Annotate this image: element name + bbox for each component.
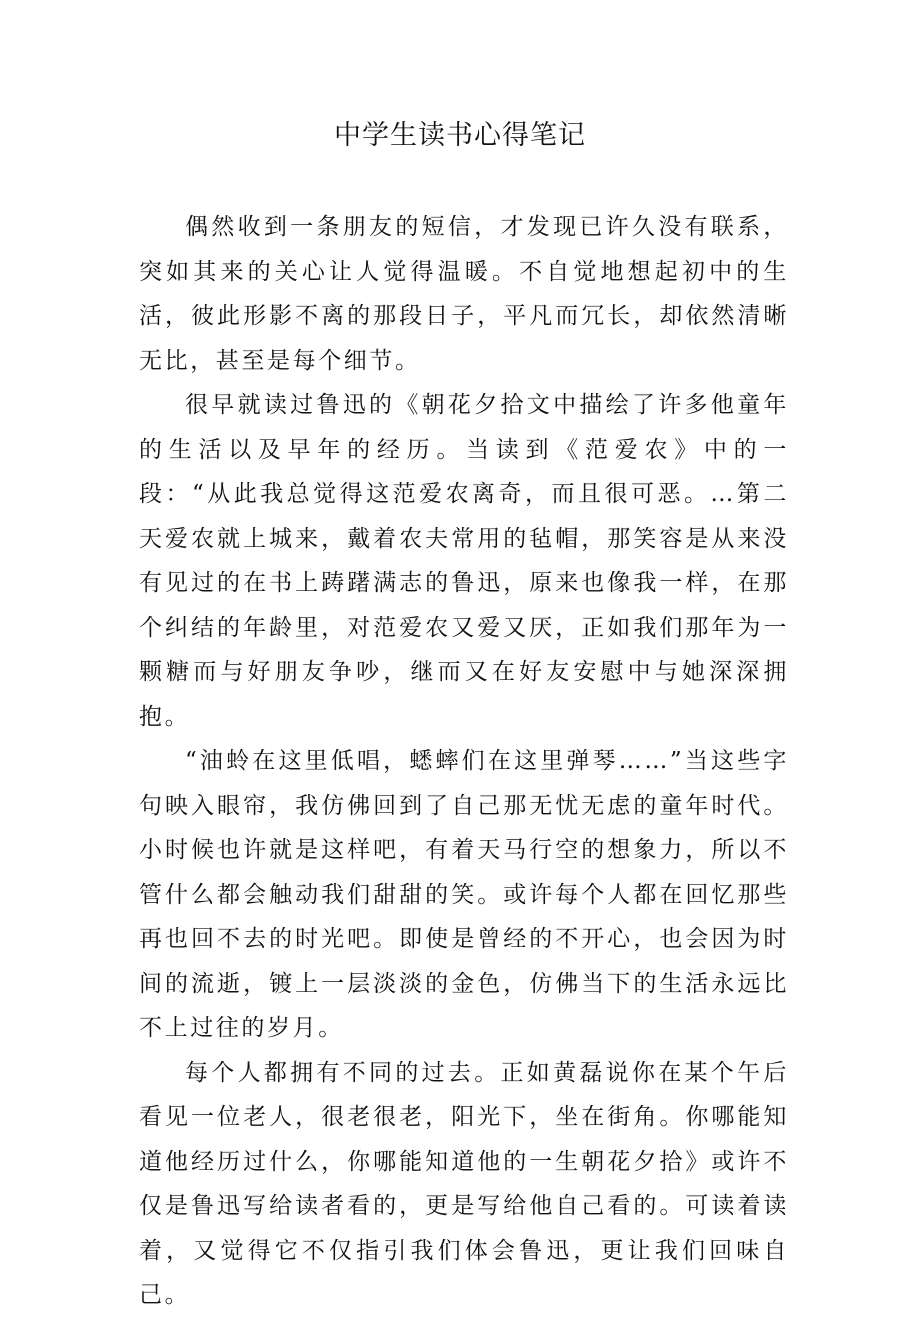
paragraph-4: 每个人都拥有不同的过去。正如黄磊说你在某个午后看见一位老人，很老很老，阳光下，坐在街角。你哪能知道他经历过什么，你哪能知道他的一生朝花夕拾》或许不仅是鲁迅写给读者看的，更是写给他自己看的。可读着读着，又觉得它不仅指引我们体会鲁迅，更让我们回味自己。: [139, 1059, 789, 1308]
document-body: [139, 205, 789, 1318]
paragraph-1: 偶然收到一条朋友的短信，才发现已许久没有联系，突如其来的关心让人觉得温暖。不自觉地想起初中的生活，彼此形影不离的那段日子，平凡而冗长，却依然清晰无比，甚至是每个细节。: [139, 214, 789, 374]
paragraph-3: “油蛉在这里低唱，蟋蟀们在这里弹琴……”当这些字句映入眼帘，我仿佛回到了自己那无忧无虑的童年时代。小时候也许就是这样吧，有着天马行空的想象力，所以不管什么都会触动我们甜甜的笑。或许每个人都在回忆那些再也回不去的时光吧。即使是曾经的不开心，也会因为时间的流逝，镀上一层淡淡的金色，仿佛当下的生活永远比不上过往的岁月。: [139, 748, 789, 1041]
paragraph-2: 很早就读过鲁迅的《朝花夕拾文中描绘了许多他童年的生活以及早年的经历。当读到《范爱农》中的一段：“从此我总觉得这范爱农离奇，而且很可恶。…第二天爱农就上城来，戴着农夫常用的毡帽，那笑容是从来没有见过的在书上踌躇满志的鲁迅，原来也像我一样，在那个纠结的年龄里，对范爱农又爱又厌，正如我们那年为一颗糖而与好朋友争吵，继而又在好友安慰中与她深深拥抱。: [139, 392, 789, 730]
document-title: 中学生读书心得笔记: [334, 120, 586, 151]
